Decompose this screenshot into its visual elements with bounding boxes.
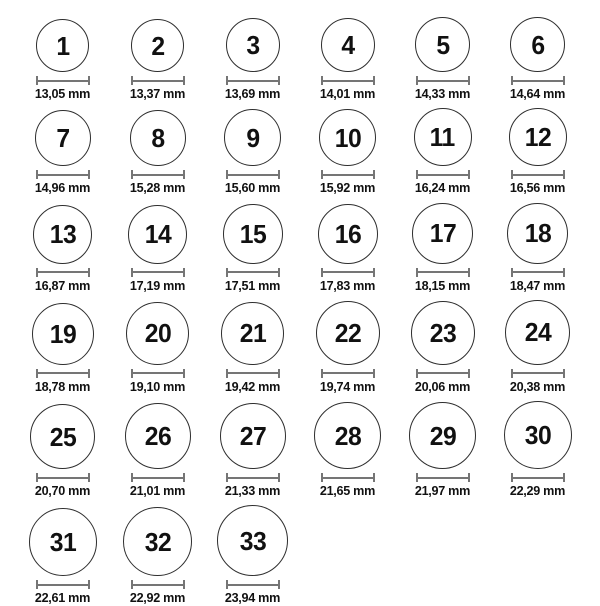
chart-row: [15, 401, 585, 498]
ring-size-number: 3: [245, 30, 260, 60]
ring-size-cell: [395, 203, 490, 293]
diameter-measure-line: [131, 268, 185, 277]
ring-circle: [36, 19, 89, 72]
ring-size-number: 14: [144, 219, 171, 250]
diameter-label: 20,70 mm: [34, 483, 91, 499]
ring-size-cell: [15, 508, 110, 605]
ring-circle: [130, 110, 186, 166]
diameter-label: 15,60 mm: [224, 180, 281, 196]
diameter-label: 22,61 mm: [34, 590, 91, 606]
ring-size-cell: [395, 402, 490, 498]
diameter-measure-line: [416, 268, 470, 277]
ring-size-cell: [15, 205, 110, 293]
ring-size-number: 23: [429, 317, 456, 348]
diameter-measure-line: [226, 170, 280, 179]
ring-circle: [224, 109, 281, 166]
ring-size-cell: [205, 403, 300, 498]
diameter-measure-line: [321, 473, 375, 482]
ring-size-number: 7: [55, 123, 70, 154]
ring-size-number: 33: [239, 525, 266, 556]
ring-size-number: 32: [144, 526, 171, 557]
ring-size-cell: [205, 302, 300, 394]
ring-size-cell: [15, 110, 110, 195]
diameter-label: 19,10 mm: [129, 378, 186, 394]
chart-row: [15, 300, 585, 394]
ring-size-number: 9: [245, 122, 260, 153]
ring-size-cell: [15, 19, 110, 101]
ring-circle: [221, 302, 284, 365]
diameter-label: 13,37 mm: [129, 86, 186, 101]
ring-size-cell: [300, 204, 395, 293]
diameter-measure-line: [321, 170, 375, 179]
ring-circle: [226, 18, 280, 72]
ring-circle: [509, 108, 567, 166]
diameter-label: 17,51 mm: [224, 277, 281, 293]
diameter-measure-line: [131, 369, 185, 378]
ring-size-number: 27: [239, 421, 266, 452]
diameter-measure-line: [36, 170, 90, 179]
diameter-measure-line: [226, 268, 280, 277]
ring-circle: [319, 109, 376, 166]
diameter-measure-line: [321, 369, 375, 378]
diameter-label: 21,01 mm: [129, 483, 186, 499]
diameter-label: 17,19 mm: [129, 277, 186, 293]
diameter-measure-line: [511, 76, 565, 85]
ring-size-cell: [205, 18, 300, 101]
diameter-measure-line: [321, 76, 375, 85]
ring-size-number: 1: [55, 30, 70, 61]
ring-size-cell: [490, 300, 585, 394]
ring-circle: [30, 404, 95, 469]
ring-circle: [321, 18, 375, 72]
diameter-measure-line: [416, 369, 470, 378]
diameter-measure-line: [131, 473, 185, 482]
ring-circle: [318, 204, 378, 264]
diameter-measure-line: [36, 369, 90, 378]
chart-row: [15, 108, 585, 195]
ring-circle: [32, 303, 94, 365]
ring-size-number: 11: [429, 122, 456, 153]
diameter-measure-line: [131, 170, 185, 179]
ring-circle: [505, 300, 570, 365]
diameter-measure-line: [36, 473, 90, 482]
ring-circle: [316, 301, 380, 365]
chart-row: [15, 505, 585, 605]
ring-size-cell: [300, 301, 395, 394]
ring-circle: [33, 205, 92, 264]
ring-circle: [414, 108, 472, 166]
ring-size-cell: [110, 507, 205, 605]
ring-circle: [125, 403, 191, 469]
diameter-label: 13,69 mm: [224, 86, 281, 101]
diameter-label: 23,94 mm: [224, 590, 281, 606]
diameter-label: 13,05 mm: [34, 86, 91, 101]
ring-size-number: 16: [334, 218, 361, 249]
diameter-measure-line: [321, 268, 375, 277]
diameter-label: 20,06 mm: [414, 378, 471, 394]
ring-circle: [128, 205, 187, 264]
ring-size-number: 12: [524, 122, 551, 153]
diameter-label: 21,97 mm: [414, 483, 471, 499]
ring-circle: [415, 17, 470, 72]
diameter-measure-line: [416, 76, 470, 85]
diameter-measure-line: [131, 76, 185, 85]
diameter-label: 16,24 mm: [414, 180, 471, 196]
diameter-label: 14,96 mm: [34, 180, 91, 196]
diameter-measure-line: [226, 76, 280, 85]
diameter-label: 15,28 mm: [129, 180, 186, 196]
diameter-measure-line: [511, 170, 565, 179]
ring-circle: [507, 203, 568, 264]
diameter-label: 20,38 mm: [509, 378, 566, 394]
ring-size-cell: [395, 108, 490, 195]
diameter-measure-line: [416, 170, 470, 179]
ring-circle: [217, 505, 288, 576]
ring-size-number: 4: [340, 30, 355, 60]
diameter-measure-line: [36, 76, 90, 85]
ring-size-number: 21: [239, 318, 266, 349]
ring-size-cell: [205, 109, 300, 195]
ring-size-number: 17: [429, 218, 456, 249]
ring-size-cell: [490, 17, 585, 101]
ring-circle: [510, 17, 565, 72]
ring-size-number: 19: [49, 318, 76, 349]
ring-circle: [123, 507, 192, 576]
ring-size-number: 13: [49, 219, 76, 250]
ring-size-number: 20: [144, 318, 171, 349]
ring-size-number: 8: [150, 123, 165, 154]
diameter-measure-line: [226, 369, 280, 378]
diameter-measure-line: [511, 473, 565, 482]
ring-circle: [314, 402, 381, 469]
ring-circle: [35, 110, 91, 166]
diameter-measure-line: [511, 369, 565, 378]
ring-size-number: 26: [144, 421, 171, 452]
ring-circle: [223, 204, 283, 264]
diameter-label: 19,74 mm: [319, 378, 376, 394]
diameter-label: 22,29 mm: [509, 483, 566, 499]
ring-circle: [412, 203, 473, 264]
diameter-label: 22,92 mm: [129, 590, 186, 606]
chart-row: [15, 17, 585, 101]
ring-size-number: 25: [49, 421, 76, 452]
diameter-label: 16,87 mm: [34, 277, 91, 293]
diameter-label: 17,83 mm: [319, 277, 376, 293]
diameter-label: 14,64 mm: [509, 86, 566, 101]
ring-size-number: 10: [334, 122, 361, 153]
diameter-label: 14,01 mm: [319, 86, 376, 101]
diameter-measure-line: [131, 580, 185, 589]
diameter-label: 18,47 mm: [509, 277, 566, 293]
ring-size-cell: [110, 110, 205, 195]
diameter-measure-line: [36, 268, 90, 277]
ring-circle: [411, 301, 475, 365]
ring-size-cell: [110, 205, 205, 293]
ring-size-cell: [300, 18, 395, 101]
ring-size-cell: [110, 302, 205, 394]
ring-size-number: 24: [524, 317, 551, 348]
diameter-measure-line: [226, 473, 280, 482]
ring-size-cell: [110, 403, 205, 498]
ring-size-cell: [300, 402, 395, 498]
ring-circle: [29, 508, 97, 576]
diameter-label: 19,42 mm: [224, 378, 281, 394]
diameter-measure-line: [36, 580, 90, 589]
ring-circle: [504, 401, 572, 469]
ring-size-cell: [15, 303, 110, 394]
ring-size-number: 2: [150, 30, 165, 61]
diameter-label: 21,65 mm: [319, 483, 376, 499]
diameter-label: 15,92 mm: [319, 180, 376, 196]
ring-circle: [220, 403, 286, 469]
diameter-label: 21,33 mm: [224, 483, 281, 499]
ring-size-cell: [490, 108, 585, 195]
ring-size-number: 29: [429, 420, 456, 451]
diameter-label: 16,56 mm: [509, 180, 566, 196]
ring-size-number: 30: [524, 420, 551, 451]
diameter-label: 18,15 mm: [414, 277, 471, 293]
ring-size-number: 28: [334, 420, 361, 451]
ring-size-cell: [110, 19, 205, 101]
ring-size-number: 15: [239, 218, 266, 249]
ring-size-cell: [300, 109, 395, 195]
ring-circle: [131, 19, 184, 72]
diameter-measure-line: [511, 268, 565, 277]
ring-size-number: 31: [49, 527, 76, 558]
ring-size-cell: [15, 404, 110, 498]
ring-size-number: 6: [530, 29, 545, 60]
chart-row: [15, 203, 585, 293]
diameter-measure-line: [416, 473, 470, 482]
ring-size-cell: [205, 204, 300, 293]
ring-size-number: 22: [334, 317, 361, 348]
diameter-measure-line: [226, 580, 280, 589]
ring-circle: [409, 402, 476, 469]
ring-size-number: 5: [435, 29, 450, 60]
ring-size-cell: [205, 505, 300, 605]
ring-circle: [126, 302, 189, 365]
ring-size-cell: [490, 203, 585, 293]
ring-size-cell: [395, 17, 490, 101]
diameter-label: 14,33 mm: [414, 86, 471, 101]
diameter-label: 18,78 mm: [34, 378, 91, 394]
ring-size-cell: [490, 401, 585, 498]
ring-size-cell: [395, 301, 490, 394]
ring-size-number: 18: [524, 218, 551, 249]
